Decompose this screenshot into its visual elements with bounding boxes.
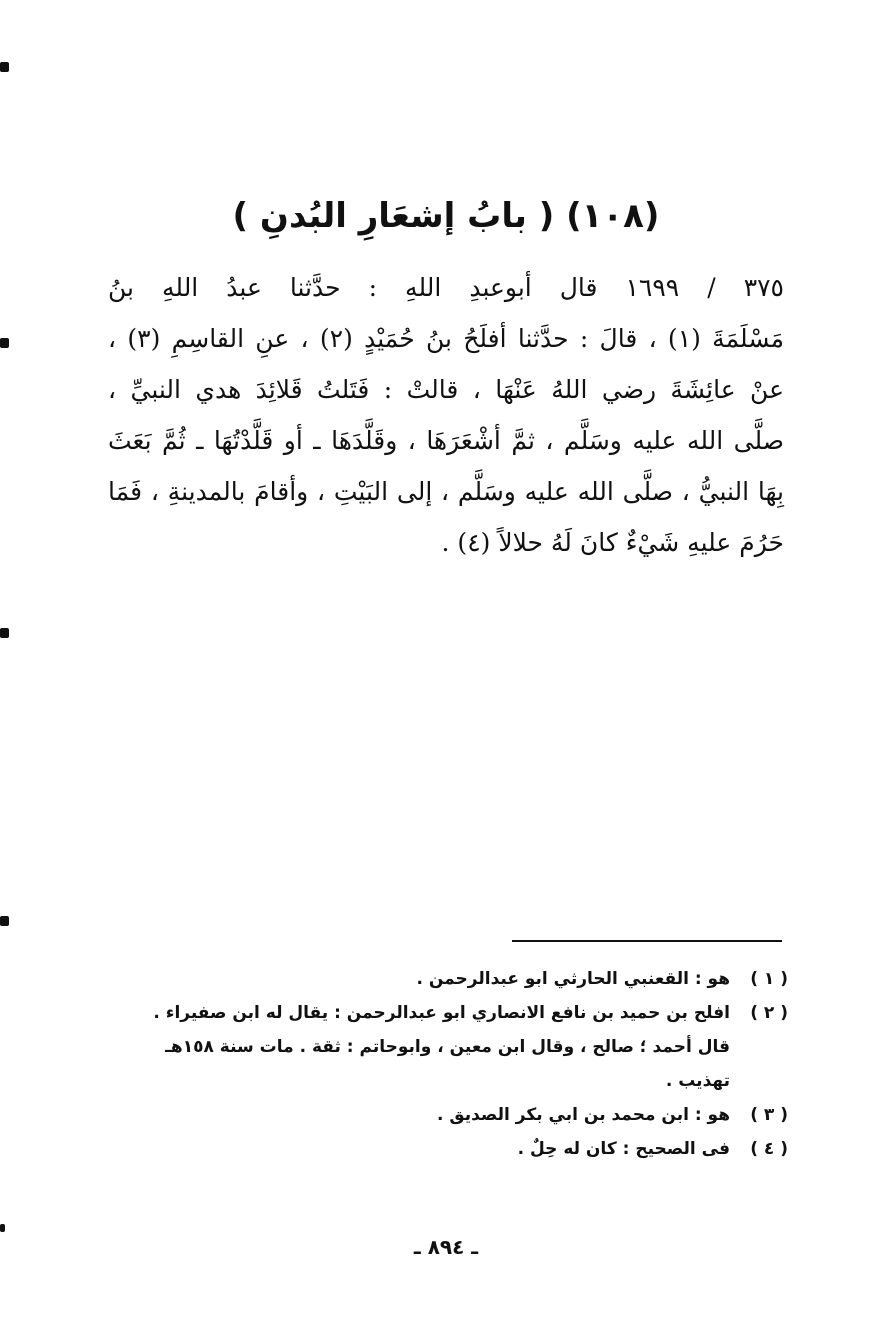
footnote-line: افلح بن حميد بن نافع الانصاري ابو عبدالرحمن : يقال له ابن صفيراء . <box>153 1003 730 1023</box>
footnote-separator <box>512 940 782 942</box>
footnote-number: ( ٤ ) <box>750 1139 788 1159</box>
footnote-number: ( ١ ) <box>750 969 788 989</box>
footnote-text <box>108 1132 730 1166</box>
footnote <box>108 962 788 996</box>
scan-edge-mark <box>0 338 9 348</box>
footnote-number: ( ٣ ) <box>750 1105 788 1125</box>
footnote <box>108 1098 788 1132</box>
footnote-line: هو : القعنبي الحارثي ابو عبدالرحمن . <box>416 969 730 989</box>
scan-edge-mark <box>0 1224 5 1232</box>
footnote-number: ( ٢ ) <box>750 1003 788 1023</box>
hadith-line: حَرُمَ عليهِ شَيْءٌ كانَ لَهُ حلالاً (٤) . <box>441 528 784 557</box>
footnote-text <box>108 996 730 1098</box>
hadith-line: ٣٧٥ / ١٦٩٩ قال أبوعبدِ اللهِ : حدَّثنا عبدُ اللهِ بنُ <box>108 273 784 302</box>
hadith-line: عنْ عائِشَةَ رضي اللهُ عَنْهَا ، قالتْ : فَتَلتُ قَلائِدَ هدي النبيِّ ، <box>108 375 784 404</box>
footnote-line: قال أحمد ؛ صالح ، وقال ابن معين ، وابوحاتم : ثقة . مات سنة ١٥٨هـ <box>165 1037 730 1057</box>
scan-edge-mark <box>0 62 9 72</box>
footnotes <box>108 962 788 1166</box>
hadith-line: مَسْلَمَةَ (١) ، قالَ : حدَّثنا أفلَحُ بنُ حُمَيْدٍ (٢) ، عنِ القاسِمِ (٣) ، <box>108 324 785 353</box>
footnote <box>108 996 788 1098</box>
hadith-line: صلَّى الله عليه وسَلَّم ، ثمَّ أشْعَرَهَا ، وقَلَّدَهَا ـ أو قَلَّدْتُهَا ـ ثُمَّ بَعَثَ <box>108 426 784 455</box>
hadith-line: بِهَا النبيُّ ، صلَّى الله عليه وسَلَّم ، إلى البَيْتِ ، وأقامَ بالمدينةِ ، فَمَا <box>108 477 784 506</box>
footnote-line: تهذيب . <box>665 1071 730 1091</box>
chapter-title: (١٠٨) ( بابُ إشعَارِ البُدنِ ) <box>232 196 660 236</box>
scan-edge-mark <box>0 916 9 926</box>
footnote-text <box>108 962 730 996</box>
footnote-text <box>108 1098 730 1132</box>
footnote <box>108 1132 788 1166</box>
footnote-line: فى الصحيح : كان له حِلٌ . <box>517 1139 730 1159</box>
hadith-text <box>108 262 784 568</box>
page-number: ـ ٨٩٤ ـ <box>413 1235 479 1259</box>
footnote-line: هو : ابن محمد بن ابي بكر الصديق . <box>437 1105 730 1125</box>
scan-edge-mark <box>0 628 9 638</box>
